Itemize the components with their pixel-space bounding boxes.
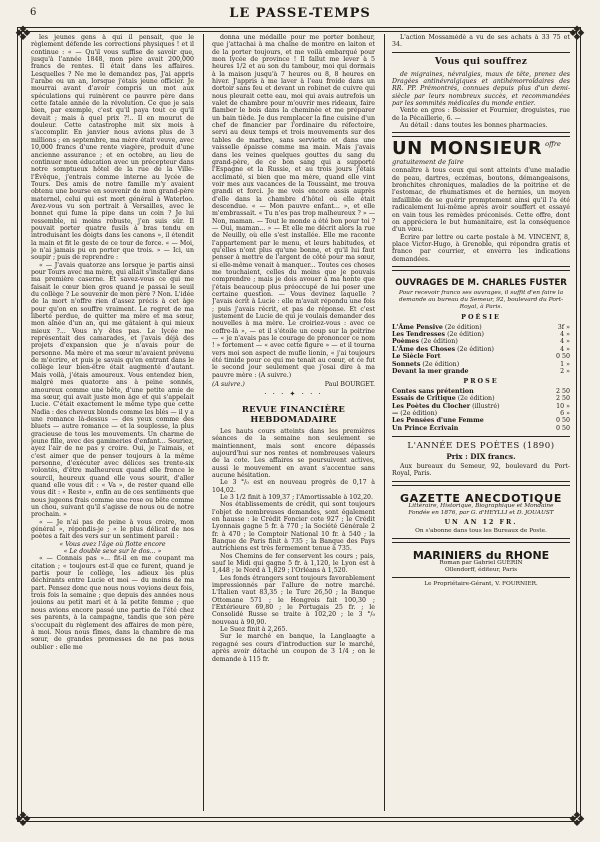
- gazette-price: UN AN 12 FR.: [444, 518, 518, 526]
- divider-ornament-icon: · · · ✦ · · ·: [264, 389, 323, 398]
- paragraph: « — Je n'ai pas de peine à vous croire, mon général », répondis-je ; « le plus délicat de nos poètes a fait des vers sur un sentiment pareil :: [31, 518, 194, 541]
- price-row: [392, 417, 570, 424]
- book-title: Les Poètes du Clocher: [392, 402, 471, 410]
- book-price: 2 »: [560, 368, 570, 376]
- mariniers-publisher: Ollendorff, éditeur, Paris: [444, 567, 518, 574]
- to-be-continued: (A suivre.): [212, 381, 245, 389]
- paragraph: Le Suez finit à 2,265.: [220, 626, 288, 634]
- paragraph: « — J'avais quatorze ans lorsque je partis ainsi pour Tours avec ma mère, qui allait s'installer dans ma première caserne. Et savez-vous ce qui me faisait le cœur bien gros quand je passai le seuil du collège ? Le souvenir de mon père ? Non. L'idée de la mort n'offre rien d'assez précis à cet âge pour qu'on en souffre vraiment. Le regret de ma liberté perdue, de quitter ma mère et ma sœur, mon aînée d'un an, qui me gâtaient à qui mieux mieux ?... Vous n'y êtes pas. Le lycée me représentait des camarades, et j'avais déjà des projets d'expansion que je n'avais pour de personne. Ma mère et ma sœur m'avaient prévenu de m'écrire, et puis je savais qu'en entrant dans le collège leur bien-être était augmenté d'autant. Mais voilà, j'étais amoureux. Vous entendez bien, malgré mes quatorze ans à peine sonnés, amoureux comme une bête, d'une petite amie de ma sœur, qui avait juste mon âge et qui s'appelait Lucie. C'était exactement le même type que cette Nadia : des cheveux blonds comme les blés — il y a une romance là-dessus — des yeux comme des bluets — autre romance — et la souplesse, la plus gracieuse de tous les mouvements. Un charme de jeune fille, avec des gamineries d'enfant... Souriez, ayez l'air de ne pas y croire. Oui, je l'aimais, et c'est aimer que de penser toujours à la même personne, d'exécuter avec délices ses trente-six volontés, d'être malheureux quand elle fronce le sourcil, heureux quand elle vous sourit, d'aller quand elle vous dit : « Va », de rester quand elle vous dit : « Reste », enfin au de ces sentiments que nous jugeons frais comme une rose ou bête comme un chou, suivant qu'il s'agisse de nous ou de notre prochain. »: [31, 261, 194, 519]
- book-price: 0 50: [555, 417, 570, 425]
- price-row: [392, 403, 570, 410]
- book-title: Les Pensées d'une Femme: [392, 417, 484, 425]
- paragraph: Sur le marché en banque, la Langlaagte a regagné ses cours d'introduction sur le marché, après avoir détaché un coupon de 3 1/4 ; on le demande à 115 fr.: [212, 633, 375, 663]
- verse-line: « Le double sexe sur le dos... »: [63, 548, 162, 556]
- paragraph: Les hauts cours atteints dans les premières séances de la semaine non seulement se maintiennent, mais sont encore dépassés aujourd'hui sur nos rentes et nombreuses valeurs de la cote. Les affaires se poursuivent actives, aussi le mouvement en avant s'accentue sans aucune hésitation.: [212, 427, 375, 479]
- paragraph: donna une médaille pour me porter bonheur, que j'attachai à ma chaîne de montre en laiton et de la porter toujours, et me voilà embarqué pour mon lycée de province ! Il fallut me lever à 5 heures 1/2 et au son du tambour, moi qui dormais à la maison jusqu'à 7 heures ou 8, 8 heures en hiver. J'appris à me laver à l'eau froide dans un dortoir sans feu et devant un robinet de cuivre qui nous pleurait cette eau, moi qui avais autrefois un valet de chambre pour m'ouvrir mes rideaux, faire flamber le bois dans la cheminée et me préparer un bain tiède. Je dus remplacer la fine cuisine d'un chef de financier par l'ordinaire du réfectoire, servi au deux temps et trois mouvements sur des tables de marbre, sans serviette et dans une vaisselle épaisse comme ma main. Mais j'avais dans les veines quelques gouttes du sang du grand-père, de ce bon sang qui a supporté l'Espagne et la Russie, et au trois jours j'étais acclimaté, si bien que ma mère, quand elle vint voir mes aux vacances de la Toussaint, me trouva grandi et forci. Je me vois encore assis auprès d'elle dans la chambre d'hôtel où elle était descendue. « — Mon pauvre enfant... », et elle m'embrassait. « Tu n'es pas trop malheureux ? » — Non, maman. — Tout le monde a été bon pour toi ? — Oui, maman... » — Et elle me décrit alors la rue de Neuilly, où elle s'est installée. Elle me raconte l'appartement par le menu, et leurs habitudes, et qu'elles n'ont plus qu'une bonne, et qu'il lui faut penser à mettre de l'argent de côté pour ma sœur, si elle-même venait à manquer... Toutes ces choses me touchaient, celles du moins que je pouvais comprendre ; mais je dois avouer à ma honte que j'étais beaucoup plus préoccupé de lui poser une certaine question. — Vous devinez laquelle ? J'avais écrit à Lucie : elle m'avait répondu une fois ; puis j'avais récrit, et pas de réponse. Et c'est justement de Lucie de qui je voulais demander des nouvelles à ma mère. Le croiriez-vous : avec ce coffre-là », — et il s'étoile un coup sur la poitrine — « je n'avais pas le courage de prononcer ce nom ! » fortement — « avec cette figure » — et il tourna vers moi son aspect de mufle lionin, « j'ai toujours été timide pour ce qui me tenait au cœur, et ce fut le second jour seulement que j'osai dire à ma pauvre mère : (A suivre.): [212, 34, 375, 379]
- book-price: 10 »: [556, 402, 570, 410]
- gazette-founded: Fondée en 1876, par G. d'HEYLLI et D. JOUAUST: [408, 509, 554, 516]
- price-row: [392, 410, 570, 417]
- book-price: 2 50: [555, 395, 570, 403]
- price-row: [392, 331, 570, 338]
- signature-line: [212, 381, 375, 388]
- book-title: Le Siècle Fort: [392, 353, 441, 361]
- price-row: [392, 361, 570, 368]
- ad-mariniers: [392, 542, 570, 578]
- corner-ornament-icon: ❖: [568, 807, 586, 831]
- page-header: [30, 7, 570, 23]
- corner-ornament-icon: ❖: [14, 21, 32, 45]
- column-3: [392, 34, 570, 811]
- book-edition: (2e édition): [421, 338, 458, 346]
- price-row: [392, 324, 570, 331]
- page-number: 6: [30, 7, 37, 18]
- price-row: [392, 346, 570, 353]
- ad-text: connaître à tous ceux qui sont atteints d'une maladie de peau, dartres, eczémas, boutons, démangeaisons, bronchites chroniques, maladies de la poitrine et de l'estomac, de rhumatismes et de hernies, un moyen infaillible de se guérir promptement ainsi qu'il l'a été radicalement lui-même après avoir souffert et essayé en vain tous les remèdes préconisés. Cette offre, dont on appréciera le but humanitaire, est la conséquence d'un vœu.: [392, 167, 570, 234]
- annee-price: Prix : DIX francs.: [446, 451, 516, 461]
- price-row: [392, 368, 570, 375]
- book-price: 1 »: [560, 360, 570, 368]
- book-title: Un Prince Écrivain: [392, 424, 459, 432]
- book-price: 2 50: [555, 387, 570, 395]
- book-title: Contes sans prétention: [392, 387, 474, 395]
- ad-title: OUVRAGES DE M. CHARLES FUSTER: [395, 277, 567, 288]
- book-price: 4 »: [560, 338, 570, 346]
- poesie-list: [392, 324, 570, 376]
- book-edition: (2e édition): [400, 410, 438, 417]
- subheading-prose: PROSE: [463, 377, 499, 386]
- ad-headline: UN MONSIEUR: [392, 140, 543, 160]
- annee-title: L'ANNÉE DES POÈTES (1890): [407, 441, 555, 452]
- paragraph: « — Connais pas »... fit-il en me coupant ma citation ; « toujours est-il que ce furent, quand je partis pour le collège, les adieux les plus déchirants entre Lucie et moi — du moins de ma part. Pensez donc que nous nous voyions deux fois, trois fois la semaine ; que depuis des années nous jouions au petit mari et à la petite femme ; que nous avions encore passé une partie de l'été chez ses parents, à la campagne, tandis que son père s'occupait du règlement des affaires de mon père, à moi. Nous nous fîmes, dans la chambre de ma sœur, de grandes promesses de ne pas nous oublier : elle me: [31, 555, 194, 651]
- ad-text: Écrire par lettre ou carte postale à M. VINCENT, 8, place Victor-Hugo, à Grenoble, qui répondra gratis et franco par courrier, et enverra les indications demandées.: [392, 233, 570, 263]
- ad-fuster: [392, 270, 570, 482]
- ad-gazette: [392, 485, 570, 539]
- mariniers-author: Roman par Gabriel GUÉRIN: [439, 560, 523, 567]
- book-edition: (illustré): [472, 402, 500, 410]
- book-edition: (2e édition): [422, 360, 460, 368]
- gazette-subtitle: Littéraire, Historique, Biographique et Mondaine: [408, 502, 554, 509]
- corner-ornament-icon: ❖: [568, 21, 586, 45]
- ad-text: Vente en gros : Boissier et Fournier, droguistes, rue de la Pécaillerie, 6. —: [392, 107, 570, 122]
- divider: [392, 436, 570, 437]
- book-edition: (2e édition): [444, 323, 482, 331]
- book-title: Poèmes: [392, 338, 419, 346]
- price-row: [392, 338, 570, 345]
- ad-text: Aux bureaux du Semeur, 92, boulevard du Port-Royal, Paris.: [392, 462, 570, 478]
- book-price: 4 »: [560, 331, 570, 338]
- book-edition: (2e édition): [457, 395, 495, 403]
- book-edition: (2e édition): [457, 345, 494, 353]
- page-title: LE PASSE-TEMPS: [229, 6, 371, 21]
- price-row: [392, 353, 570, 360]
- paragraph: Le 3 °/₀ est en nouveau progrès de 0,17 à 104,02.: [212, 479, 375, 494]
- ad-headline-sub: offre gratuitement de faire: [392, 140, 561, 167]
- gerant-line: Le Propriétaire-Gérant, V. FOURNIER.: [424, 581, 538, 588]
- ad-text: Au détail : dans toutes les bonnes pharmacies.: [400, 122, 548, 130]
- corner-ornament-icon: ❖: [14, 807, 32, 831]
- book-price: 3f »: [557, 323, 570, 331]
- book-price: 4 »: [560, 345, 570, 353]
- book-title: Sonnets: [392, 360, 421, 368]
- price-row: [392, 425, 570, 432]
- ad-un-monsieur: [392, 136, 570, 266]
- verse-line: « Vous avez l'âge où flotte encore: [59, 540, 166, 548]
- ad-text: Pour recevoir franco ses ouvrages, il suffit d'en faire la demande au bureau du Semeur, 92, boulevard du Port-Royal, à Paris.: [398, 290, 564, 311]
- column-divider: [384, 34, 385, 811]
- gazette-title: GAZETTE ANECDOTIQUE: [399, 491, 563, 505]
- section-title-revue: REVUE FINANCIÈRE HEBDOMADAIRE: [241, 403, 346, 424]
- price-row: [392, 395, 570, 402]
- subheading-poesie: POÉSIE: [461, 313, 501, 322]
- prose-list: [392, 388, 570, 432]
- column-2: [212, 34, 375, 811]
- gazette-subscribe: On s'abonne dans tous les Bureaux de Poste.: [415, 528, 547, 535]
- paragraph: Nos Chemins de fer conservent les cours ; pais, sauf le Midi qui gagne 5 fr. à 1,120, le Lyon est à 1,448 ; le Nord à 1,829 ; l'Orléans à 1,520.: [212, 552, 375, 575]
- author-signature: Paul BOURGET.: [324, 381, 375, 389]
- column-1: [31, 34, 194, 811]
- ad-title: Vous qui souffrez: [434, 56, 528, 67]
- book-title: Devant la mer grande: [392, 368, 469, 376]
- paragraph: L'action Mossamédè a vu de ses achats à 33 75 et 34.: [392, 34, 570, 49]
- book-title: Les Tendresses: [392, 331, 446, 338]
- book-title: L'Âme des Choses: [392, 345, 456, 353]
- book-price: 6 »: [560, 410, 570, 417]
- paragraph: Le 3 1/2 finit à 109,37 ; l'Amortissable à 102,20.: [220, 493, 374, 501]
- paragraph: Les fonds étrangers sont toujours favorablement impressionnés par l'allure de notre marché. L'Italien vaut 83,35 ; le Turc 26,50 ; la Banque Ottomane 571 ; le Hongrois fait 100,30 ; l'Extérieure 69,80 ; le Portugais 25 fr. ; le Consolidé Russe se traite à 102,20 ; le 3 °/₀ nouveau à 90,90.: [212, 574, 375, 626]
- paragraph: les jeunes gens à qui il pensait, que le règlement défende les corrections physiques ! et il continue : « — Qu'il vous suffise de savoir que, jusqu'à l'année 1848, mon père avait 200,000 francs de rentes. Il était dans les affaires. Lesquelles ? Ne me le demandez pas, J'ai appris l'arabe ou un an, lorsque j'étais jeune officier. Je mourrai avant d'avoir compris un mot aux spéculations qui ruinèrent ce pauvre père dans cette fatale année de la révolution. Ce que je sais bien, par exemple, c'est qu'il paya tout ce qu'il devait ; mais à quel prix ?!.. Il en mourut de douleur. Cette catastrophe mit six mois à s'accomplir. En janvier nous avions plus de 3 millions ; en septembre, ma mère était veuve, avec 10,000 francs d'une rente viagère, produit d'une ancienne assurance ; et en octobre, au lieu de continuer mon éducation avec un précepteur dans notre somptueux hôtel de la rue de la Ville-l'Évêque, j'entrais comme interne au lycée de Tours. Des amis de notre famille m'y avaient obtenu une bourse en souvenir de mon grand-père maternel, celui qui est mort général à Waterloo. Avez-vous vu son portrait à Versailles, avec le bonnet qui fume la pipe dans un coin ? Je lui ressemble, ni moins robuste, j'en suis sûr. Il pouvait porter quatre fusils à bras tendu en introduisant les doigts dans les canons », il étendit la main et fit le geste de ce tour de force. « — Moi, je n'ai jamais pu en porter que trois. » — Ici, un soupir ; puis de reprendre :: [31, 34, 194, 262]
- book-title: Essais de Critique: [392, 395, 456, 403]
- book-edition: (2e édition): [447, 331, 484, 338]
- book-title: L'Âme Pensive: [392, 323, 443, 331]
- mariniers-title: MARINIERS du RHONE: [412, 549, 550, 562]
- ad-vous-qui-souffrez: [392, 52, 570, 134]
- column-divider: [203, 34, 204, 811]
- ad-text: de migraines, névralgies, maux de tête, prenez des Dragées antinévralgiques et antihémorroïdaires des RR. PP. Prémontrés, connues depuis plus d'un demi-siècle par leurs nombreux succès, et recommandées par les sommités médicales du monde entier.: [392, 70, 570, 108]
- book-title: —: [392, 410, 399, 417]
- book-price: 0 50: [555, 424, 570, 432]
- book-price: 0 50: [555, 353, 570, 361]
- price-row: [392, 388, 570, 395]
- paragraph: Nos établissements de crédit, qui sont toujours l'objet de nombreuses demandes, sont également en hausse : le Crédit Foncier cote 927 ; le Crédit Lyonnais gagne 5 fr. à 770 ; la Société Générale 2 fr. à 470 ; le Comptoir National 10 fr. à 540 ; la Banque de Paris finit à 735 ; la Banque des Pays autrichiens est très fermement tenue à 735.: [212, 501, 375, 553]
